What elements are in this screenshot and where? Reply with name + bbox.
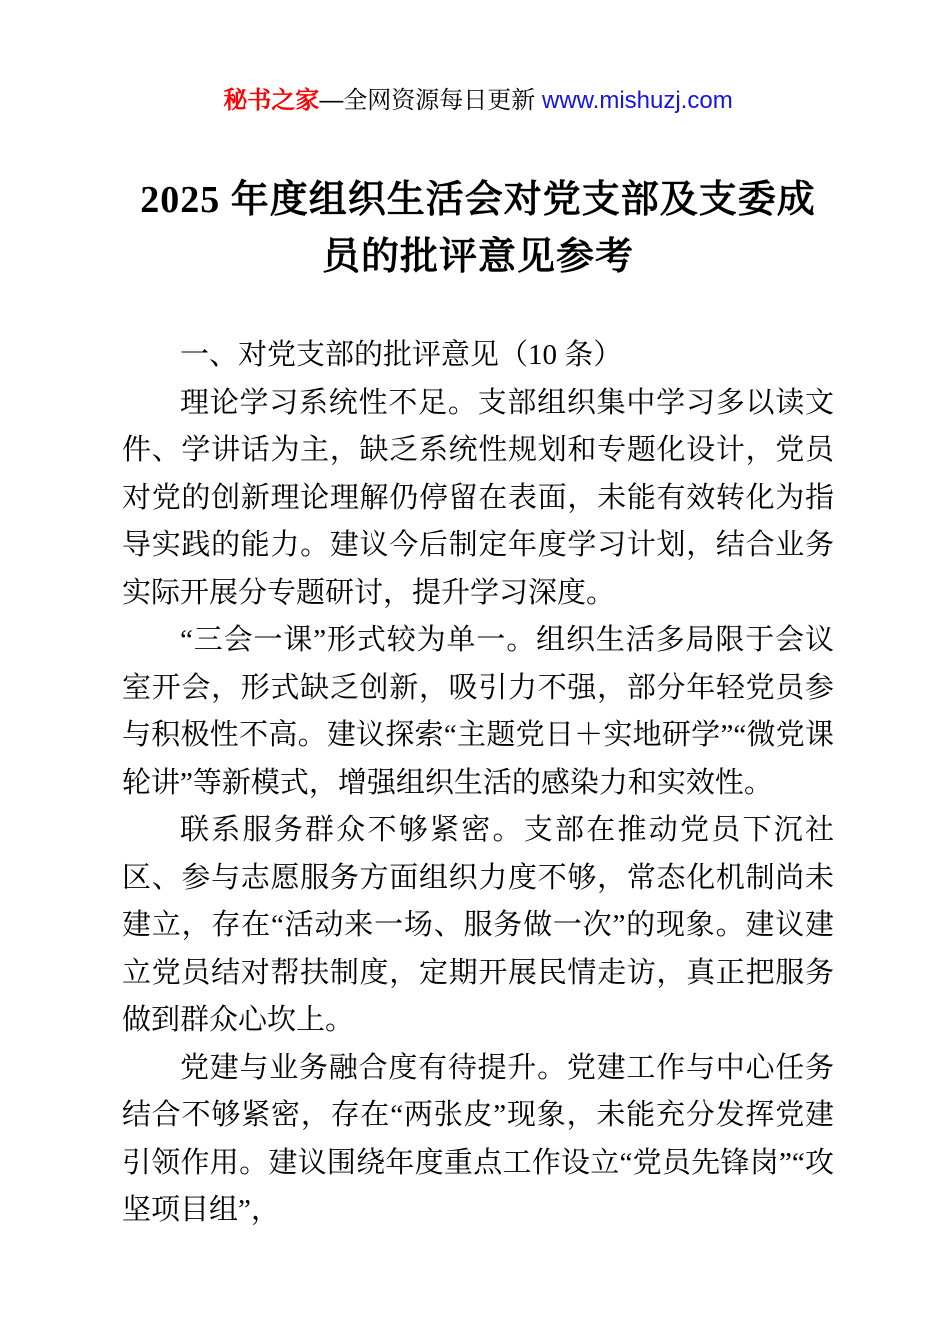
site-tagline: —全网资源每日更新 (319, 87, 542, 114)
site-url-link[interactable]: www.mishuzj.com (541, 87, 733, 114)
paragraph-theory-study: 理论学习系统性不足。支部组织集中学习多以读文件、学讲话为主，缺乏系统性规划和专题化设计，党员对党的创新理论理解仍停留在表面，未能有效转化为指导实践的能力。建议今后制定年度学习计划，结合业务实际开展分专题研讨，提升学习深度。 (122, 386, 834, 609)
document-body (122, 332, 834, 1235)
site-brand: 秘书之家 (223, 87, 320, 114)
paragraph-serving-masses: 联系服务群众不够紧密。支部在推动党员下沉社区、参与志愿服务方面组织力度不够，常态化机制尚未建立，存在“活动来一场、服务做一次”的现象。建议建立党员结对帮扶制度，定期开展民情走访，真正把服务做到群众心坎上。 (122, 814, 834, 1036)
site-header (122, 84, 834, 118)
section-heading: 一、对党支部的批评意见（10 条） (180, 339, 623, 371)
document-title: 2025 年度组织生活会对党支部及支委成员的批评意见参考 (140, 179, 816, 278)
paragraph-three-meetings: “三会一课”形式较为单一。组织生活多局限于会议室开会，形式缺乏创新，吸引力不强，部分年轻党员参与积极性不高。建议探索“主题党日＋实地研学”“微党课轮讲”等新模式，增强组织生活的感染力和实效性。 (122, 624, 834, 799)
paragraph-party-building: 党建与业务融合度有待提升。党建工作与中心任务结合不够紧密，存在“两张皮”现象，未能充分发挥党建引领作用。建议围绕年度重点工作设立“党员先锋岗”“攻坚项目组”， (122, 1051, 834, 1226)
